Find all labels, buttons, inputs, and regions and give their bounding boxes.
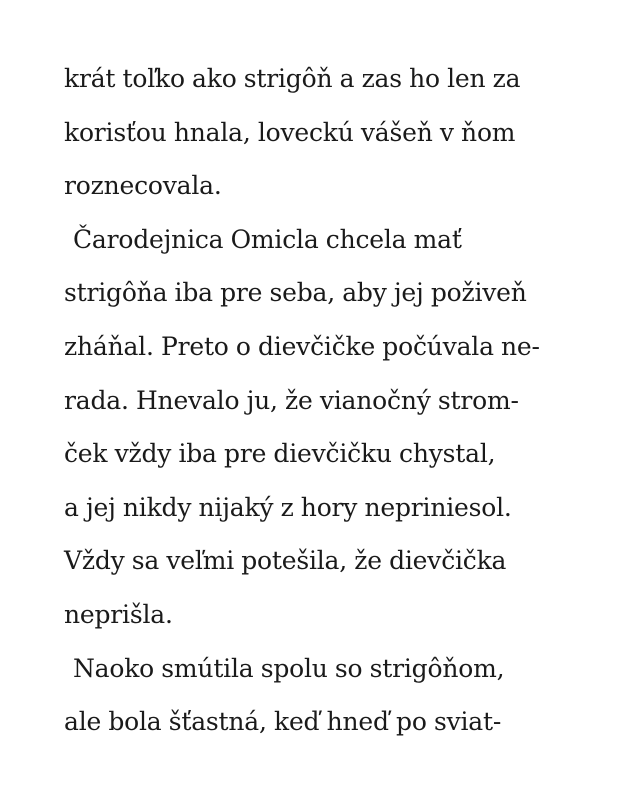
text-line: korisťou hnala, loveckú vášeň v ňom (64, 117, 516, 147)
text-line: zháňal. Preto o dievčičke počúvala ne- (64, 331, 540, 361)
text-line: Vždy sa veľmi potešila, že dievčička (64, 546, 507, 576)
text-line: strigôňa iba pre seba, aby jej poživeň (64, 278, 527, 308)
paragraph-start-line: Naoko smútila spolu so strigôňom, (73, 653, 505, 683)
text-line: neprišla. (64, 599, 173, 629)
text-body (64, 52, 624, 749)
text-line: a jej nikdy nijaký z hory nepriniesol. (64, 492, 512, 522)
text-line: ale bola šťastná, keď hneď po sviat- (64, 707, 502, 737)
text-line: ček vždy iba pre dievčičku chystal, (64, 439, 496, 469)
text-line: roznecovala. (64, 171, 222, 201)
text-line: krát toľko ako strigôň a zas ho len za (64, 64, 521, 93)
paragraph-start-line: Čarodejnica Omicla chcela mať (73, 224, 462, 254)
text-line: rada. Hnevalo ju, že vianočný strom- (64, 385, 519, 415)
